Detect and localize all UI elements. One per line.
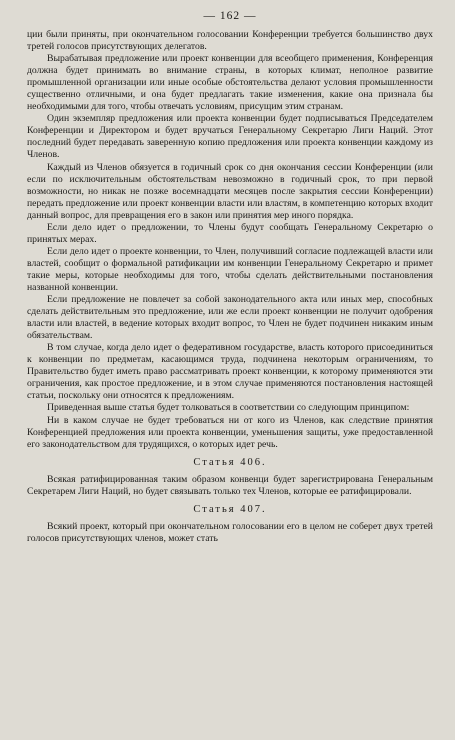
paragraph-draft-convention: Если дело идет о проекте конвенции, то Член, получивший согласие подлежащей власти или властей, сообщит о формальной ратификации им конвенции Генеральному Секретарю и примет такие меры, которые необходимы для того, чтобы сделать действительными постановления названной конвенции. [27, 245, 433, 293]
paragraph-federal-state: В том случае, когда дело идет о федеративном государстве, власть которого присоединиться к конвенции по предметам, касающимся труда, подчинена некоторым ограничениям, то Правительство будет иметь право рассматривать проект конвенции, к которому применяются эти ограничения, как простое предложение, и в этом случае применяются постановления настоящей статьи, поскольку они относятся к предложениям. [27, 342, 433, 402]
article-406-text: Всякая ратифицированная таким образом конвенци будет зарегистрирована Генеральным Секретарем Лиги Наций, но будет связывать только тех Членов, которые ее ратифицировали. [27, 473, 433, 497]
paragraph-continuation: ции были приняты, при окончательном голосовании Конференции требуется большинство двух третей голосов присутствующих делегатов. [27, 29, 433, 53]
paragraph-no-obligation: Если предложение не повлечет за собой законодательного акта или иных мер, способных сделать действительным это предложение, или же если проект конвенции не получит одобрения власти или властей, в ведение которых входит вопрос, то Член не будет подчинен никаким иным обязательствам. [27, 294, 433, 342]
article-407-heading: Статья 407. [193, 503, 267, 515]
article-407-text: Всякий проект, который при окончательном голосовании его в целом не соберет двух третей голосов присутствующих членов, может стать [27, 520, 433, 544]
paragraph-general-application: Вырабатывая предложение или проект конвенции для всеобщего применения, Конференция должна будет принимать во внимание страны, в которых климат, неполное развитие промышленной организации или иные особые обстоятельства делают условия промышленности существенно отличными, и она будет предлагать такие изменения, какие она признала бы необходимыми для того, чтобы отвечать условиям, присущим этим странам. [27, 53, 433, 113]
paragraph-principle-intro: Приведенная выше статья будет толковаться в соответствии со следующим принципом: [47, 402, 410, 414]
paragraph-principle: Ни в каком случае не будет требоваться ни от кого из Членов, как следствие принятия Конференцией предложения или проекта конвенции, уменьшения защиты, уже предоставленной его законодательством для трудящихся, о которых идет речь. [27, 414, 433, 450]
paragraph-obligation: Каждый из Членов обязуется в годичный срок со дня окончания сессии Конференции (или если по исключительным обстоятельствам невозможно в годичный срок, то при первой возможности, но никак не позже восемнадцати месяцев после закрытия сессии Конференции) передать предложение или проект конвенции власти или властям, в компетенцию которых входит данный вопрос, для превращения его в закон или принятия мер иного порядка. [27, 161, 433, 221]
paragraph-recommendation: Если дело идет о предложении, то Члены будут сообщать Генеральному Секретарю о принятых мерах. [27, 221, 433, 245]
article-406-heading: Статья 406. [193, 456, 267, 468]
paragraph-signing: Один экземпляр предложения или проекта конвенции будет подписываться Председателем Конференции и Директором и будет вручаться Генеральному Секретарю Лиги Наций. Этот последний будет передавать заверенную копию предложения или проекта конвенции каждому из Членов. [27, 113, 433, 161]
page-number: — 162 — [203, 10, 257, 22]
